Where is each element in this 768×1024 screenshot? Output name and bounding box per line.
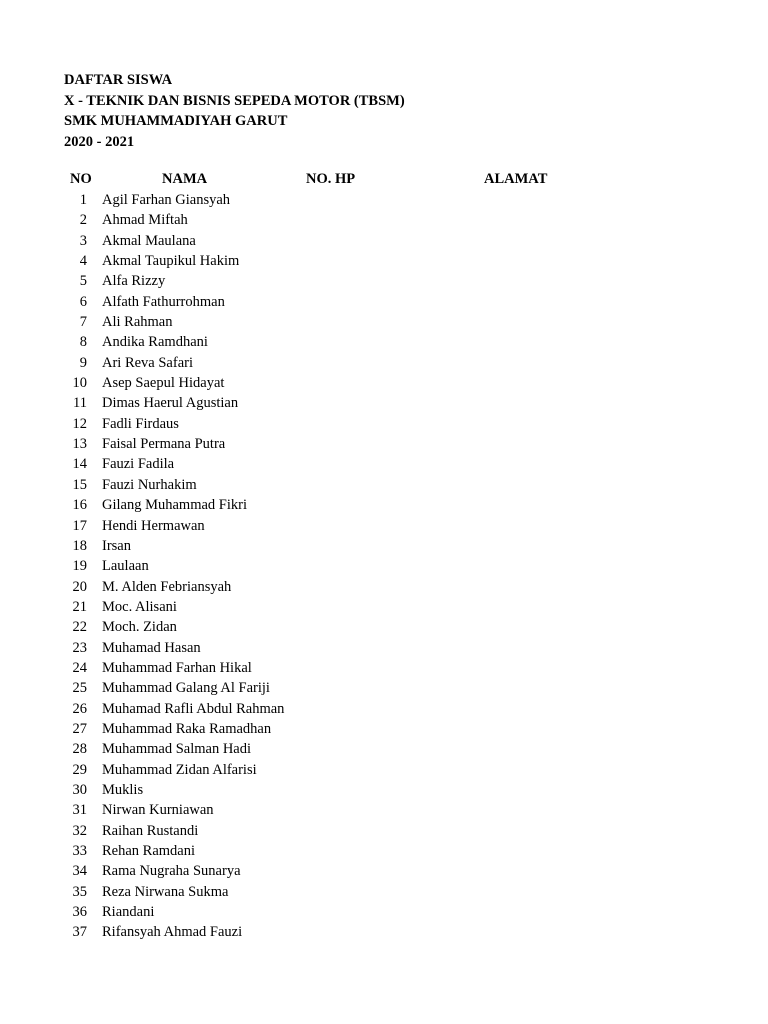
table-row xyxy=(0,293,768,313)
table-row xyxy=(0,679,768,699)
student-number: 27 xyxy=(72,720,87,737)
table-row xyxy=(0,394,768,414)
column-header-hp: NO. HP xyxy=(306,171,356,187)
student-name: Laulaan xyxy=(102,558,149,575)
student-name: Andika Ramdhani xyxy=(102,334,208,351)
student-number: 13 xyxy=(72,436,87,453)
table-row xyxy=(0,517,768,537)
column-header-alamat: ALAMAT xyxy=(484,171,548,187)
table-row xyxy=(0,801,768,821)
table-row xyxy=(0,252,768,272)
table-row xyxy=(0,476,768,496)
student-number: 2 xyxy=(79,212,87,229)
student-name: Faisal Permana Putra xyxy=(102,436,226,453)
table-row xyxy=(0,923,768,943)
student-number: 23 xyxy=(72,639,87,656)
student-name: Muhammad Raka Ramadhan xyxy=(102,720,272,737)
student-number: 37 xyxy=(72,924,87,941)
document-header xyxy=(64,70,405,152)
table-row xyxy=(0,598,768,618)
student-name: Muhamad Hasan xyxy=(102,639,201,656)
student-name: Ahmad Miftah xyxy=(102,212,188,229)
student-number: 17 xyxy=(72,517,87,534)
student-name: Moch. Zidan xyxy=(102,619,177,636)
student-number: 12 xyxy=(72,415,87,432)
table-row xyxy=(0,740,768,760)
document-title: DAFTAR SISWA xyxy=(64,72,173,88)
student-number: 15 xyxy=(72,476,87,493)
table-row xyxy=(0,415,768,435)
student-name: Hendi Hermawan xyxy=(102,517,205,534)
table-row xyxy=(0,842,768,862)
table-row xyxy=(0,313,768,333)
student-name: Agil Farhan Giansyah xyxy=(102,192,231,208)
student-number: 30 xyxy=(72,781,87,798)
student-name: Ari Reva Safari xyxy=(102,354,193,371)
student-name: Gilang Muhammad Fikri xyxy=(102,497,247,514)
table-row xyxy=(0,496,768,516)
student-name: Moc. Alisani xyxy=(102,598,177,615)
student-name: Asep Saepul Hidayat xyxy=(102,375,225,392)
table-row xyxy=(0,659,768,679)
student-name: Raihan Rustandi xyxy=(102,822,199,839)
student-name: Akmal Taupikul Hakim xyxy=(102,253,240,270)
student-name: Dimas Haerul Agustian xyxy=(102,395,239,412)
student-number: 22 xyxy=(72,619,87,636)
student-number: 21 xyxy=(72,598,87,615)
student-name: Fauzi Fadila xyxy=(102,456,175,473)
table-row xyxy=(0,639,768,659)
table-row xyxy=(0,537,768,557)
student-number: 19 xyxy=(72,558,87,575)
table-row xyxy=(0,354,768,374)
student-number: 11 xyxy=(73,395,87,412)
student-number: 9 xyxy=(79,354,87,371)
table-row xyxy=(0,862,768,882)
table-row xyxy=(0,883,768,903)
student-list xyxy=(0,191,768,944)
student-number: 35 xyxy=(72,883,87,900)
table-row xyxy=(0,761,768,781)
table-row xyxy=(0,903,768,923)
student-number: 32 xyxy=(72,822,87,839)
table-row xyxy=(0,822,768,842)
student-number: 26 xyxy=(72,700,87,717)
student-number: 28 xyxy=(72,741,87,758)
student-number: 33 xyxy=(72,843,87,859)
student-number: 4 xyxy=(79,253,87,270)
student-number: 20 xyxy=(72,578,87,595)
student-number: 1 xyxy=(79,192,87,208)
student-number: 3 xyxy=(79,232,87,249)
student-name: Fadli Firdaus xyxy=(102,415,179,432)
table-row xyxy=(0,272,768,292)
student-number: 7 xyxy=(79,314,87,331)
student-name: Riandani xyxy=(102,904,155,921)
student-number: 31 xyxy=(72,802,87,819)
table-row xyxy=(0,618,768,638)
student-name: Muhammad Salman Hadi xyxy=(102,741,252,758)
student-number: 8 xyxy=(79,334,87,351)
student-name: Rehan Ramdani xyxy=(102,843,196,859)
student-name: Alfath Fathurrohman xyxy=(102,293,225,310)
table-row xyxy=(0,191,768,211)
student-name: Rama Nugraha Sunarya xyxy=(102,863,241,880)
student-name: Ali Rahman xyxy=(102,314,173,331)
student-number: 6 xyxy=(79,293,87,310)
student-name: Fauzi Nurhakim xyxy=(102,476,197,493)
student-name: Nirwan Kurniawan xyxy=(102,802,214,819)
student-name: Muhammad Farhan Hikal xyxy=(102,659,252,676)
student-name: Muhammad Galang Al Fariji xyxy=(102,680,270,697)
student-number: 29 xyxy=(72,761,87,778)
table-header xyxy=(0,171,768,191)
school-name: SMK MUHAMMADIYAH GARUT xyxy=(64,113,288,129)
table-row xyxy=(0,211,768,231)
table-row xyxy=(0,435,768,455)
table-row xyxy=(0,781,768,801)
table-row xyxy=(0,455,768,475)
table-row xyxy=(0,374,768,394)
student-number: 16 xyxy=(72,497,87,514)
student-number: 14 xyxy=(72,456,87,473)
student-name: Alfa Rizzy xyxy=(102,273,166,290)
table-row xyxy=(0,232,768,252)
table-row xyxy=(0,333,768,353)
column-header-no: NO xyxy=(70,171,92,187)
table-row xyxy=(0,720,768,740)
student-number: 18 xyxy=(72,537,87,554)
student-name: Reza Nirwana Sukma xyxy=(102,883,229,900)
column-header-nama: NAMA xyxy=(162,171,208,187)
student-number: 36 xyxy=(72,904,87,921)
table-row xyxy=(0,700,768,720)
class-name: X - TEKNIK DAN BISNIS SEPEDA MOTOR (TBSM) xyxy=(64,92,405,109)
table-row xyxy=(0,557,768,577)
student-name: Muhamad Rafli Abdul Rahman xyxy=(102,700,285,717)
student-number: 34 xyxy=(72,863,87,880)
student-number: 5 xyxy=(79,273,87,290)
student-number: 24 xyxy=(72,659,87,676)
student-name: Irsan xyxy=(102,537,131,554)
student-name: Muhammad Zidan Alfarisi xyxy=(102,761,257,778)
student-name: M. Alden Febriansyah xyxy=(102,578,232,595)
student-number: 10 xyxy=(72,375,87,392)
student-name: Rifansyah Ahmad Fauzi xyxy=(102,924,243,941)
student-number: 25 xyxy=(72,680,87,697)
student-name: Akmal Maulana xyxy=(102,232,196,249)
school-year: 2020 - 2021 xyxy=(64,133,135,150)
student-name: Muklis xyxy=(102,781,144,798)
table-row xyxy=(0,578,768,598)
